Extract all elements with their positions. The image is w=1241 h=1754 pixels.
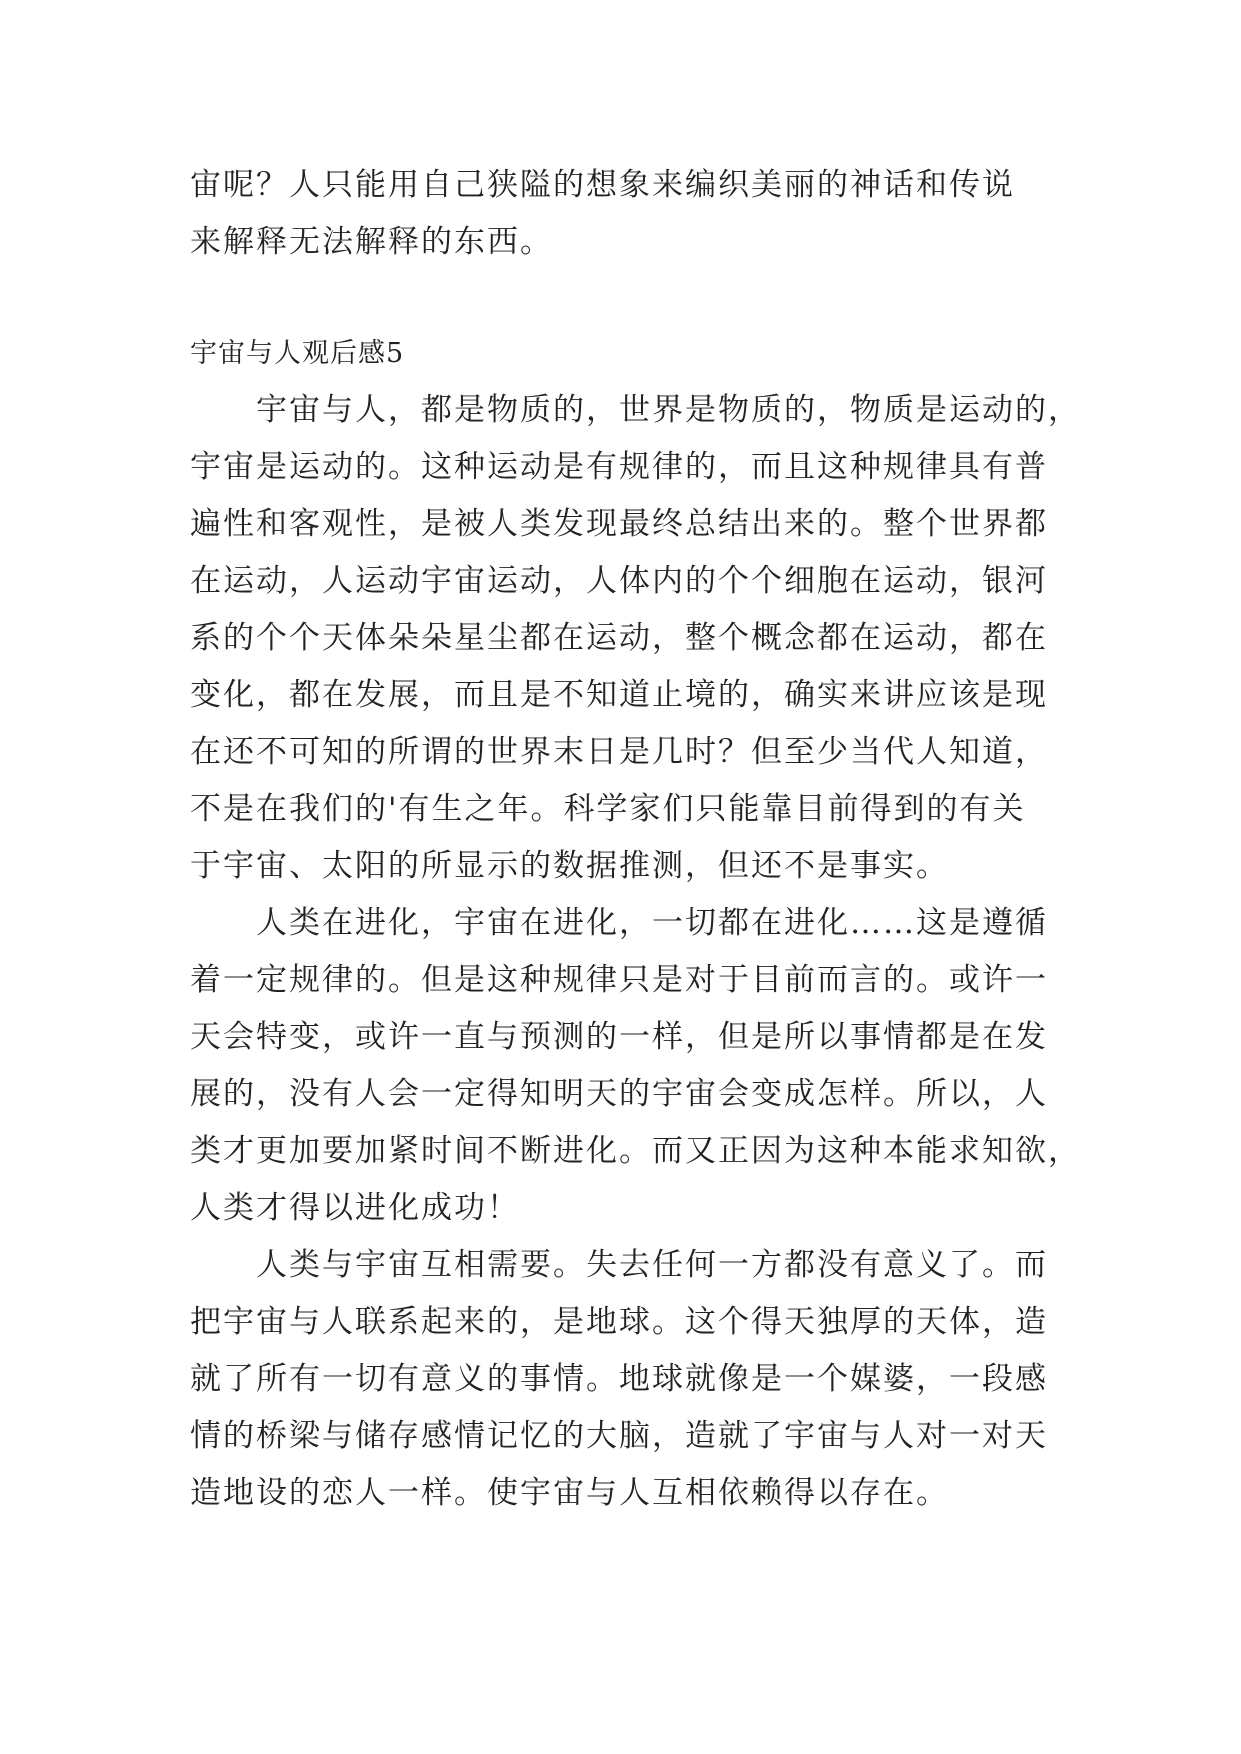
paragraph-1: [190, 382, 1081, 895]
text-line: 着一定规律的。但是这种规律只是对于目前而言的。或许一: [190, 962, 1048, 998]
text-line: 人类才得以进化成功！: [190, 1190, 520, 1226]
text-line: 宇宙是运动的。这种运动是有规律的，而且这种规律具有普: [190, 449, 1048, 485]
text-line: 在还不可知的所谓的世界末日是几时？但至少当代人知道，: [190, 734, 1048, 770]
text-line: 人类与宇宙互相需要。失去任何一方都没有意义了。而: [190, 1247, 1048, 1283]
text-line: 系的个个天体朵朵星尘都在运动，整个概念都在运动，都在: [190, 620, 1048, 656]
text-line: 情的桥梁与储存感情记忆的大脑，造就了宇宙与人对一对天: [190, 1418, 1048, 1454]
section-gap: [190, 271, 1070, 325]
intro-paragraph: [190, 157, 1070, 271]
paragraph-2: [190, 895, 1081, 1237]
text-line: 宙呢？人只能用自己狭隘的想象来编织美丽的神话和传说: [190, 167, 1015, 203]
document-body: [190, 157, 1081, 1522]
text-line: 在运动，人运动宇宙运动，人体内的个个细胞在运动，银河: [190, 563, 1048, 599]
section-title: 宇宙与人观后感5: [190, 338, 405, 369]
text-line: 就了所有一切有意义的事情。地球就像是一个媒婆，一段感: [190, 1361, 1048, 1397]
text-line: 天会特变，或许一直与预测的一样，但是所以事情都是在发: [190, 1019, 1048, 1055]
text-line: 展的，没有人会一定得知明天的宇宙会变成怎样。所以，人: [190, 1076, 1048, 1112]
text-line: 造地设的恋人一样。使宇宙与人互相依赖得以存在。: [190, 1475, 949, 1511]
text-line: 来解释无法解释的东西。: [190, 224, 553, 260]
text-line: 变化，都在发展，而且是不知道止境的，确实来讲应该是现: [190, 677, 1048, 713]
text-line: 把宇宙与人联系起来的，是地球。这个得天独厚的天体，造: [190, 1304, 1048, 1340]
text-line: 遍性和客观性，是被人类发现最终总结出来的。整个世界都: [190, 506, 1048, 542]
text-line: 类才更加要加紧时间不断进化。而又正因为这种本能求知欲，: [190, 1133, 1081, 1169]
text-line: 不是在我们的'有生之年。科学家们只能靠目前得到的有关: [190, 791, 1026, 827]
text-line: 于宇宙、太阳的所显示的数据推测，但还不是事实。: [190, 848, 949, 884]
text-line: 人类在进化，宇宙在进化，一切都在进化……这是遵循: [190, 905, 1048, 941]
text-line: 宇宙与人，都是物质的，世界是物质的，物质是运动的，: [190, 392, 1081, 428]
paragraph-3: [190, 1237, 1070, 1522]
